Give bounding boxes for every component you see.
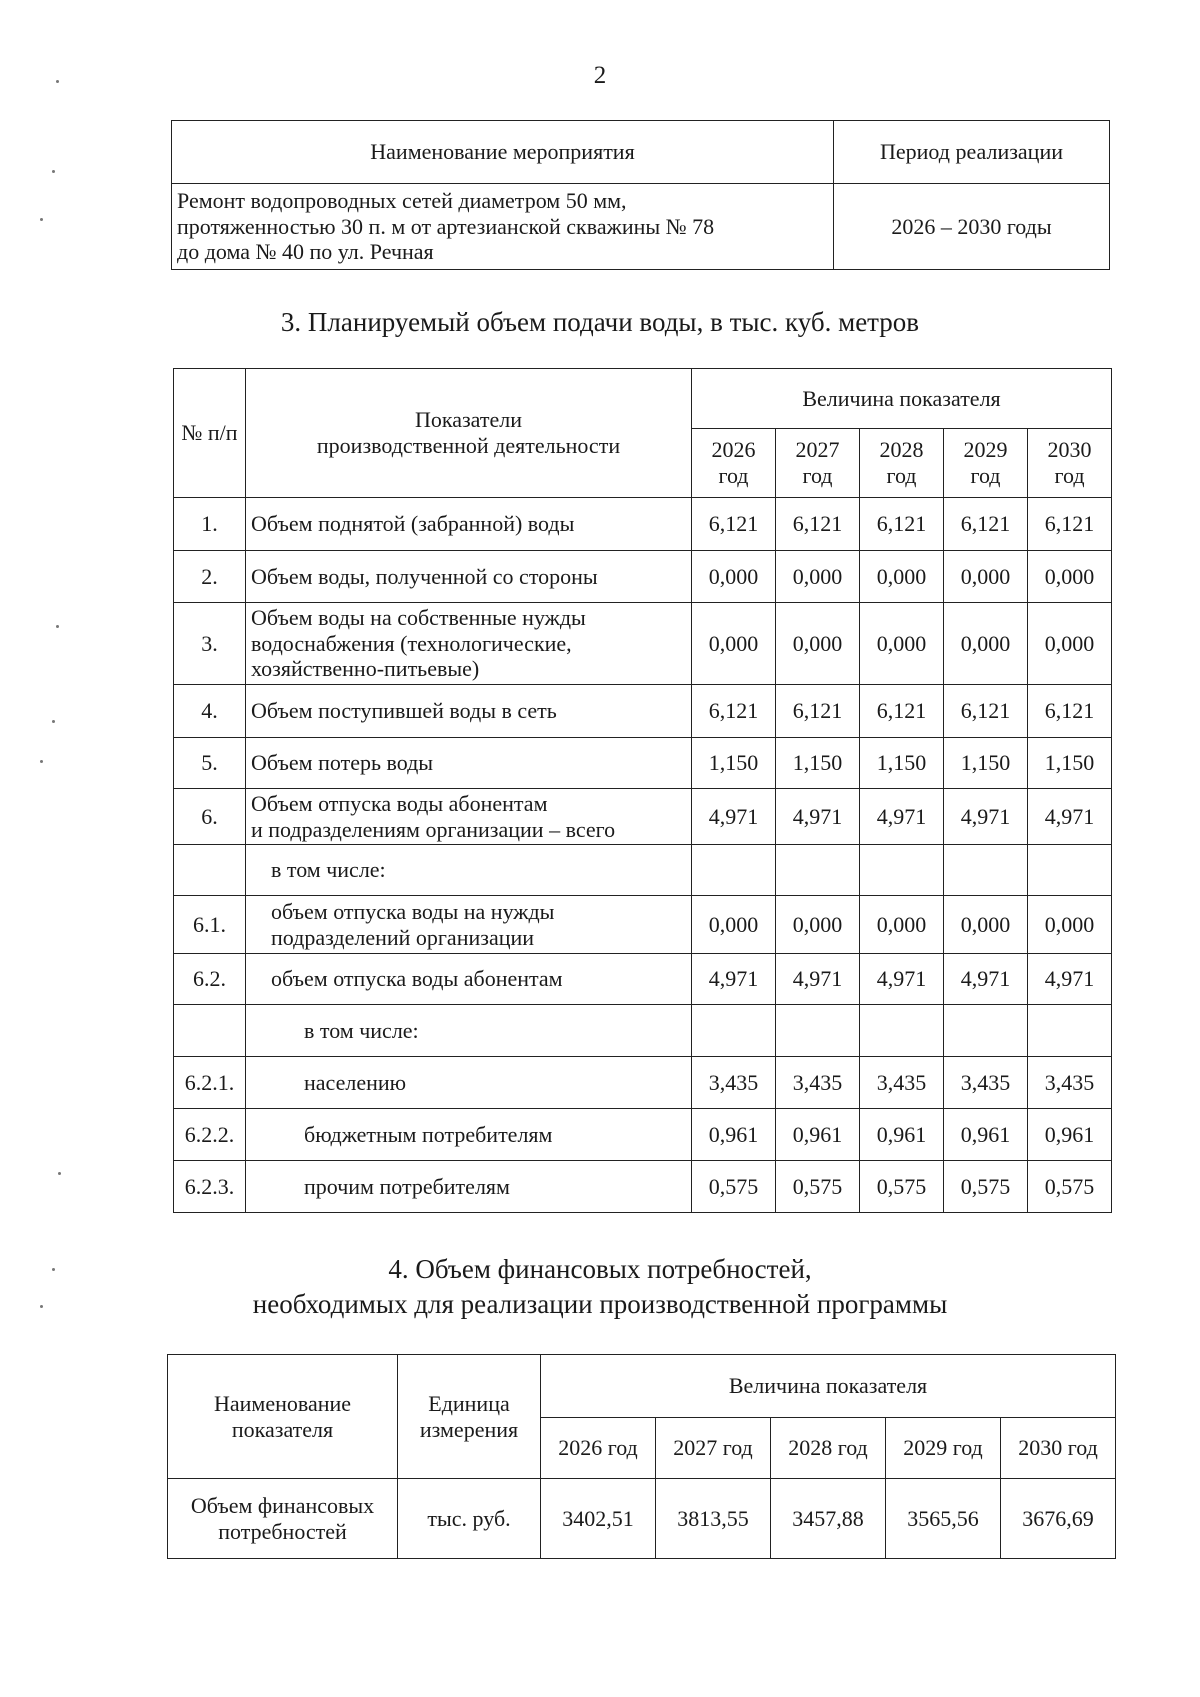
table-row — [174, 1109, 1112, 1161]
unit-header-line: измерения — [419, 1416, 519, 1442]
value-cell: 0,000 — [692, 896, 776, 954]
section4-title — [0, 1252, 1200, 1322]
row-number-cell: 6. — [174, 789, 246, 845]
indicator-label-cell — [246, 551, 692, 603]
indicator-label-cell — [246, 1161, 692, 1213]
indicator-label-line: водоснабжения (технологические, — [251, 630, 572, 656]
value-cell: 3402,51 — [541, 1479, 656, 1559]
row-number-header: № п/п — [174, 369, 246, 498]
value-cell: 0,000 — [944, 551, 1028, 603]
value-cell: 6,121 — [1028, 685, 1112, 738]
value-cell: 0,000 — [1028, 603, 1112, 685]
value-cell: 6,121 — [692, 685, 776, 738]
indicator-label-cell — [246, 685, 692, 738]
value-cell: 4,971 — [944, 789, 1028, 845]
financial-indicator-name-line: потребностей — [218, 1518, 347, 1544]
value-cell: 3565,56 — [886, 1479, 1001, 1559]
year-header — [944, 429, 1028, 498]
value-cell: 1,150 — [944, 738, 1028, 789]
year-header: 2028 год — [771, 1418, 886, 1479]
row-number-cell: 1. — [174, 498, 246, 551]
indicator-label-line: Объем поступившей воды в сеть — [251, 698, 557, 724]
year-header-unit: год — [718, 463, 749, 488]
value-cell: 6,121 — [944, 685, 1028, 738]
row-number-cell: 6.2.3. — [174, 1161, 246, 1213]
value-cell: 0,000 — [692, 551, 776, 603]
financial-indicator-name — [168, 1479, 398, 1559]
row-number-cell — [174, 845, 246, 896]
table-row — [174, 1005, 1112, 1057]
value-cell: 0,575 — [944, 1161, 1028, 1213]
value-cell: 3,435 — [776, 1057, 860, 1109]
scan-speck — [56, 80, 59, 83]
indicator-label-cell — [246, 1057, 692, 1109]
year-header: 2030 год — [1001, 1418, 1116, 1479]
value-cell: 0,000 — [860, 551, 944, 603]
value-cell — [776, 845, 860, 896]
financial-indicator-name-line: Объем финансовых — [190, 1492, 375, 1518]
financial-needs-table — [167, 1354, 1116, 1559]
row-number-cell: 5. — [174, 738, 246, 789]
value-cell: 0,000 — [1028, 551, 1112, 603]
value-cell: 1,150 — [692, 738, 776, 789]
section4-title-line: 4. Объем финансовых потребностей, — [388, 1254, 812, 1284]
scan-speck — [40, 218, 43, 221]
measures-table — [171, 120, 1110, 270]
indicator-label-line: и подразделениям организации – всего — [251, 816, 616, 842]
indicator-label-cell — [246, 896, 692, 954]
value-cell — [860, 1005, 944, 1057]
year-header: 2026 год — [541, 1418, 656, 1479]
unit-header-line: Единица — [428, 1390, 510, 1416]
value-cell: 3,435 — [860, 1057, 944, 1109]
table-row — [174, 551, 1112, 603]
value-cell: 3676,69 — [1001, 1479, 1116, 1559]
scan-speck — [40, 1305, 43, 1308]
value-cell: 0,000 — [776, 896, 860, 954]
indicator-label-line: бюджетным потребителям — [304, 1121, 553, 1147]
indicator-label-cell — [246, 845, 692, 896]
table-row — [174, 603, 1112, 685]
indicator-header — [246, 369, 692, 498]
row-number-cell: 4. — [174, 685, 246, 738]
indicator-label-line: Объем воды на собственные нужды — [251, 604, 586, 630]
indicator-label-line: в том числе: — [304, 1017, 419, 1043]
indicator-label-line: населению — [304, 1069, 407, 1095]
value-cell: 0,000 — [776, 603, 860, 685]
indicator-label-line: Объем отпуска воды абонентам — [251, 790, 548, 816]
year-header-unit: год — [802, 463, 833, 488]
row-number-cell: 6.2.2. — [174, 1109, 246, 1161]
value-cell: 4,971 — [692, 954, 776, 1005]
indicator-label-line: подразделений организации — [271, 924, 535, 950]
value-cell: 0,000 — [1028, 896, 1112, 954]
value-group-header: Величина показателя — [541, 1355, 1116, 1418]
value-cell: 4,971 — [776, 789, 860, 845]
row-number-cell — [174, 1005, 246, 1057]
indicator-label-cell — [246, 1109, 692, 1161]
value-cell: 4,971 — [860, 789, 944, 845]
scan-speck — [52, 1268, 55, 1271]
table-row — [174, 896, 1112, 954]
unit-header — [398, 1355, 541, 1479]
value-cell: 0,575 — [860, 1161, 944, 1213]
table-row — [174, 1161, 1112, 1213]
value-group-header: Величина показателя — [692, 369, 1112, 429]
indicator-label-line: Объем потерь воды — [251, 750, 434, 776]
unit-cell: тыс. руб. — [398, 1479, 541, 1559]
indicator-label-line: объем отпуска воды абонентам — [271, 966, 563, 992]
value-cell: 4,971 — [860, 954, 944, 1005]
indicator-header-line: Показатели — [414, 407, 523, 433]
value-cell — [860, 845, 944, 896]
indicator-label-line: Объем воды, полученной со стороны — [251, 563, 598, 589]
row-number-cell: 3. — [174, 603, 246, 685]
indicator-label-cell — [246, 789, 692, 845]
page-number: 2 — [593, 62, 607, 89]
indicator-label-cell — [246, 498, 692, 551]
indicator-label-cell — [246, 603, 692, 685]
year-header-unit: год — [886, 463, 917, 488]
year-header-year: 2026 — [711, 437, 756, 463]
year-header — [860, 429, 944, 498]
row-number-cell: 2. — [174, 551, 246, 603]
row-number-cell: 6.2. — [174, 954, 246, 1005]
section4-title-line: необходимых для реализации производственной программы — [252, 1289, 948, 1320]
value-cell — [944, 1005, 1028, 1057]
indicator-name-header — [168, 1355, 398, 1479]
value-cell: 4,971 — [1028, 954, 1112, 1005]
indicator-label-line: прочим потребителям — [304, 1173, 510, 1199]
value-cell — [776, 1005, 860, 1057]
value-cell: 4,971 — [944, 954, 1028, 1005]
value-cell: 0,575 — [1028, 1161, 1112, 1213]
indicator-label-line: объем отпуска воды на нужды — [271, 898, 555, 924]
year-header — [1028, 429, 1112, 498]
period-header: Период реализации — [834, 121, 1110, 184]
value-cell: 0,961 — [860, 1109, 944, 1161]
table-row — [174, 685, 1112, 738]
year-header-year: 2030 — [1047, 437, 1092, 463]
measure-name-header: Наименование мероприятия — [172, 121, 834, 184]
row-number-cell: 6.2.1. — [174, 1057, 246, 1109]
year-header-year: 2029 — [963, 437, 1008, 463]
value-cell: 0,961 — [944, 1109, 1028, 1161]
indicator-label-line: хозяйственно-питьевые) — [251, 656, 480, 682]
value-cell: 1,150 — [1028, 738, 1112, 789]
value-cell: 6,121 — [692, 498, 776, 551]
year-header-unit: год — [1054, 463, 1085, 488]
table-row — [174, 789, 1112, 845]
table-row — [174, 845, 1112, 896]
scan-speck — [58, 1172, 61, 1175]
value-cell: 1,150 — [860, 738, 944, 789]
scan-speck — [52, 720, 55, 723]
value-cell: 0,000 — [776, 551, 860, 603]
section3-title-line: 3. Планируемый объем подачи воды, в тыс. куб. метров — [280, 307, 920, 337]
value-cell: 6,121 — [776, 498, 860, 551]
table-row — [174, 498, 1112, 551]
value-cell: 0,575 — [692, 1161, 776, 1213]
value-cell: 1,150 — [776, 738, 860, 789]
value-cell — [692, 1005, 776, 1057]
value-cell — [692, 845, 776, 896]
year-header — [776, 429, 860, 498]
year-header: 2029 год — [886, 1418, 1001, 1479]
measure-name-line: Ремонт водопроводных сетей диаметром 50 мм, — [177, 187, 627, 213]
value-cell: 0,575 — [776, 1161, 860, 1213]
indicator-label-line: Объем поднятой (забранной) воды — [251, 511, 575, 537]
indicator-label-cell — [246, 954, 692, 1005]
value-cell: 3,435 — [692, 1057, 776, 1109]
scan-speck — [40, 760, 43, 763]
row-number-cell: 6.1. — [174, 896, 246, 954]
value-cell: 4,971 — [692, 789, 776, 845]
year-header — [692, 429, 776, 498]
water-volume-table — [173, 368, 1112, 1213]
period-cell: 2026 – 2030 годы — [834, 184, 1110, 270]
measure-name-line: протяженностью 30 п. м от артезианской скважины № 78 — [177, 213, 715, 239]
value-cell: 0,000 — [944, 896, 1028, 954]
value-cell — [1028, 845, 1112, 896]
value-cell: 0,000 — [860, 896, 944, 954]
value-cell: 3,435 — [1028, 1057, 1112, 1109]
measure-name-line: до дома № 40 по ул. Речная — [177, 239, 434, 265]
value-cell: 4,971 — [776, 954, 860, 1005]
value-cell — [944, 845, 1028, 896]
table-row — [174, 738, 1112, 789]
value-cell: 0,961 — [1028, 1109, 1112, 1161]
year-header-year: 2028 — [879, 437, 924, 463]
value-cell: 3813,55 — [656, 1479, 771, 1559]
value-cell: 0,961 — [692, 1109, 776, 1161]
value-cell: 6,121 — [860, 685, 944, 738]
value-cell — [1028, 1005, 1112, 1057]
indicator-label-line: в том числе: — [271, 857, 386, 883]
section3-title — [0, 305, 1200, 340]
value-cell: 0,000 — [860, 603, 944, 685]
value-cell: 0,961 — [776, 1109, 860, 1161]
scan-speck — [56, 625, 59, 628]
year-header-unit: год — [970, 463, 1001, 488]
table-row — [174, 1057, 1112, 1109]
value-cell: 0,000 — [692, 603, 776, 685]
indicator-label-cell — [246, 738, 692, 789]
year-header-year: 2027 — [795, 437, 840, 463]
year-header: 2027 год — [656, 1418, 771, 1479]
value-cell: 6,121 — [1028, 498, 1112, 551]
value-cell: 4,971 — [1028, 789, 1112, 845]
indicator-label-cell — [246, 1005, 692, 1057]
indicator-name-header-line: показателя — [231, 1416, 334, 1442]
value-cell: 6,121 — [860, 498, 944, 551]
value-cell: 6,121 — [944, 498, 1028, 551]
value-cell: 0,000 — [944, 603, 1028, 685]
value-cell: 3457,88 — [771, 1479, 886, 1559]
value-cell: 3,435 — [944, 1057, 1028, 1109]
indicator-name-header-line: Наименование — [213, 1390, 352, 1416]
scan-speck — [52, 170, 55, 173]
measure-name-cell — [172, 184, 834, 270]
table-row — [174, 954, 1112, 1005]
value-cell: 6,121 — [776, 685, 860, 738]
indicator-header-line: производственной деятельности — [316, 433, 621, 458]
